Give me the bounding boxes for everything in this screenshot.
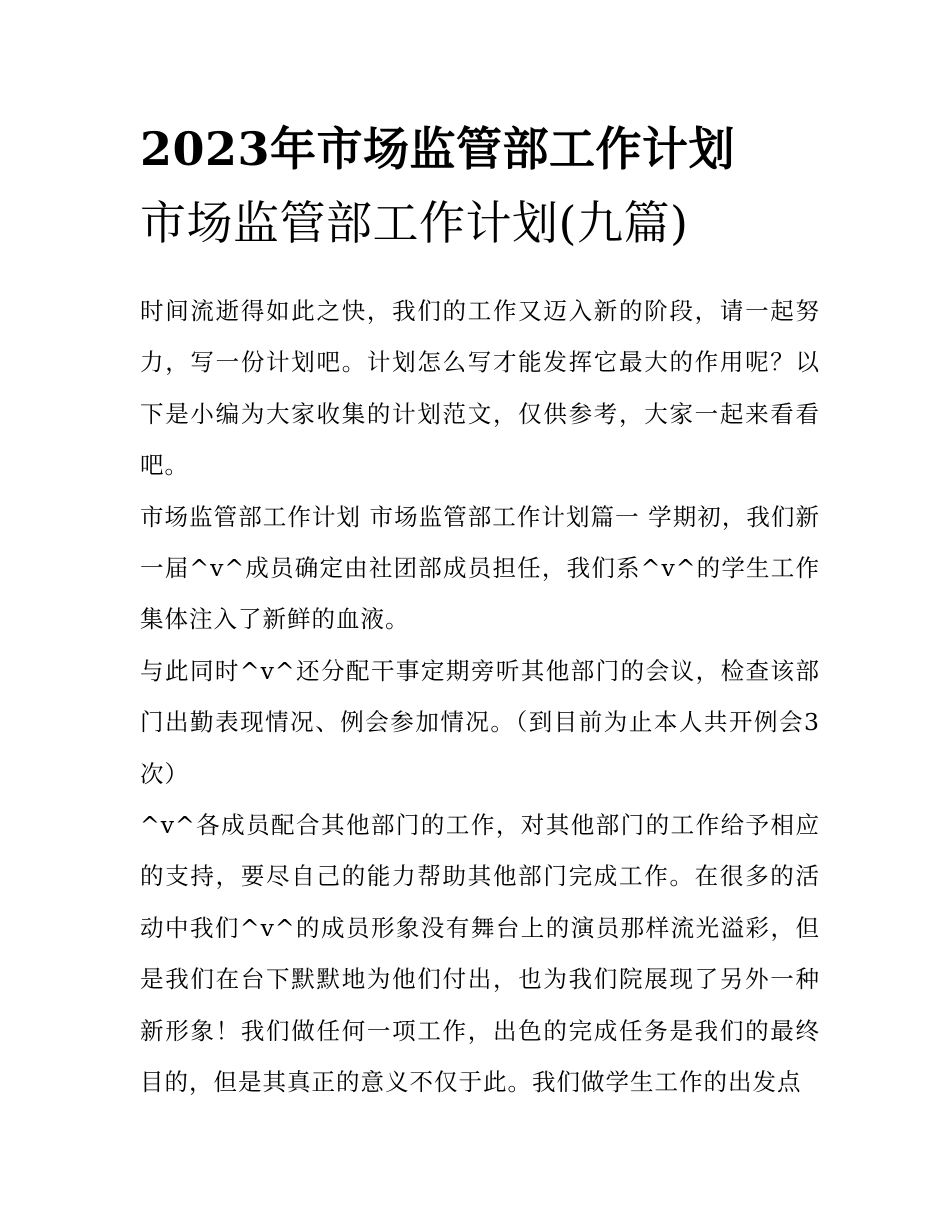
document-page bbox=[140, 112, 820, 1109]
paragraph-3: ^v^各成员配合其他部门的工作，对其他部门的工作给予相应的支持，要尽自己的能力帮助其他部门完成工作。在很多的活动中我们^v^的成员形象没有舞台上的演员那样流光溢彩，但是我们在台下默默地为他们付出，也为我们院展现了另外一种新形象！我们做任何一项工作，出色的完成任务是我们的最终目的，但是其真正的意义不仅于此。我们做学生工作的出发点 bbox=[140, 811, 820, 1097]
document-body bbox=[140, 286, 820, 1109]
paragraph-2: 与此同时^v^还分配干事定期旁听其他部门的会议，检查该部门出勤表现情况、例会参加情况。（到目前为止本人共开例会3次） bbox=[140, 656, 820, 788]
document-subtitle: 市场监管部工作计划(九篇) bbox=[140, 196, 689, 250]
document-title: 2023年市场监管部工作计划 bbox=[140, 122, 736, 176]
paragraph-intro: 时间流逝得如此之快，我们的工作又迈入新的阶段，请一起努力，写一份计划吧。计划怎么写才能发挥它最大的作用呢？以下是小编为大家收集的计划范文，仅供参考，大家一起来看看吧。 bbox=[140, 297, 820, 480]
paragraph-1: 市场监管部工作计划 市场监管部工作计划篇一 学期初，我们新一届^v^成员确定由社团部成员担任，我们系^v^的学生工作集体注入了新鲜的血液。 bbox=[140, 502, 820, 634]
